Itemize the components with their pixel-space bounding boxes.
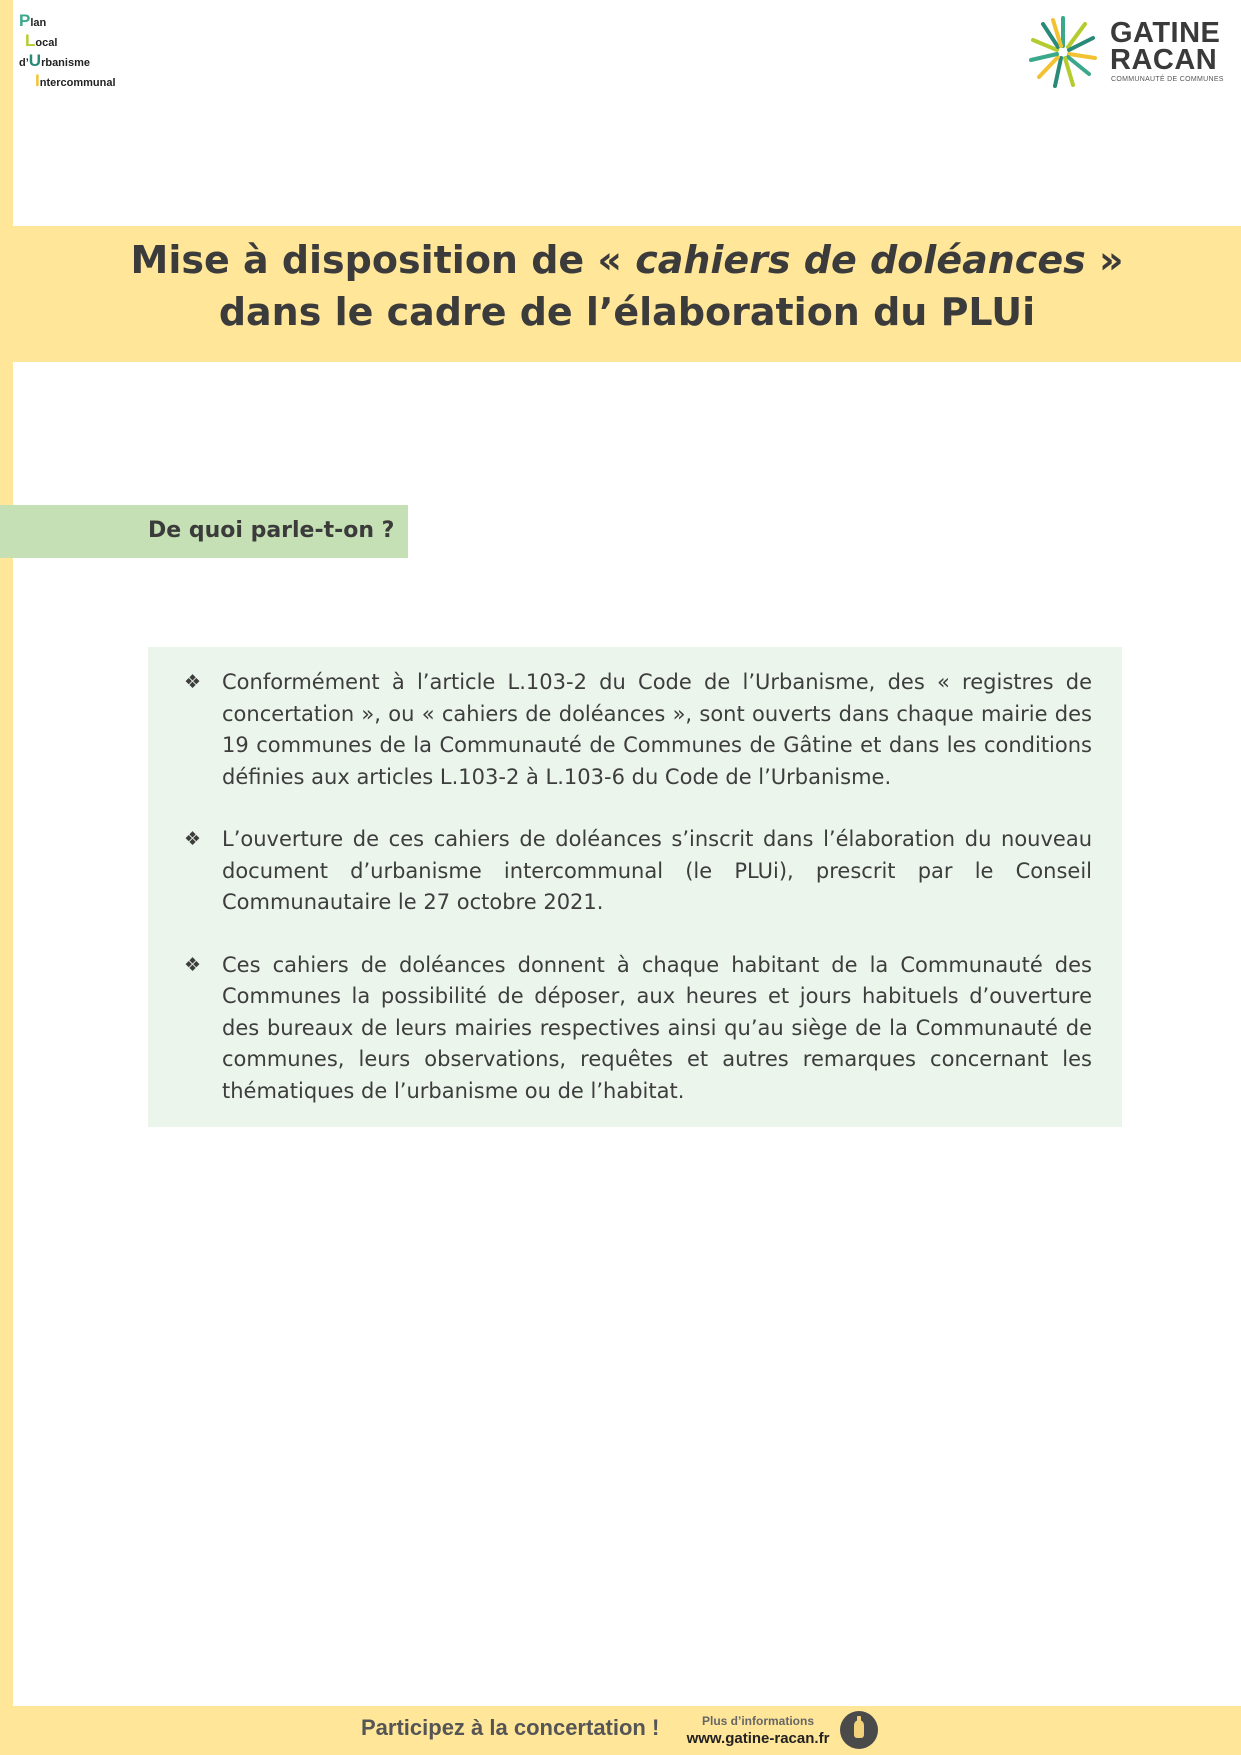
left-accent-stripe — [0, 0, 13, 1755]
bullet-diamond-icon: ❖ — [184, 828, 202, 850]
bullet-list — [184, 667, 1092, 1138]
plui-logo-row-plan: Plan — [19, 11, 47, 30]
footer-website-link[interactable]: www.gatine-racan.fr — [686, 1730, 830, 1747]
footer-info-label: Plus d’informations — [701, 1714, 814, 1728]
list-item: ❖ L’ouverture de ces cahiers de doléances s’inscrit dans l’élaboration du nouveau document d’urbanisme intercommunal (le PLUi), prescrit par le Conseil Communautaire le 27 octobre 2021. — [222, 824, 1092, 919]
section-tab — [0, 505, 408, 558]
bullet-diamond-icon: ❖ — [184, 953, 202, 976]
title-band — [13, 226, 1241, 362]
footer — [13, 1706, 1241, 1755]
footer-info — [673, 1714, 843, 1748]
starburst-icon — [1028, 14, 1098, 90]
list-item: ❖ Ces cahiers de doléances donnent à chaque habitant de la Communauté des Communes la possibilité de déposer, aux heures et jours habituels d’ouverture des bureaux de leurs mairies respectives ainsi qu’au siège de la Communauté de communes, leurs observations, requêtes et autres remarques concernant les thématiques de l’urbanisme ou de l’habitat. — [222, 950, 1092, 1108]
org-logo-subtitle: COMMUNAUTÉ DE COMMUNES — [1111, 76, 1224, 83]
plui-logo-row-intercommunal: Intercommunal — [35, 71, 116, 90]
page-title: Mise à disposition de « cahiers de doléances » dans le cadre de l’élaboration du PLUi — [130, 238, 1124, 334]
content-box — [148, 647, 1122, 1127]
org-logo-name: GATINE RACAN — [1110, 17, 1221, 76]
bullet-diamond-icon: ❖ — [184, 671, 202, 693]
plui-logo — [19, 12, 116, 92]
plui-logo-row-urbanisme: d’Urbanisme — [19, 51, 90, 70]
footer-cta: Participez à la concertation ! — [361, 1715, 660, 1740]
list-item: ❖ Conformément à l’article L.103-2 du Code de l’Urbanisme, des « registres de concertation », ou « cahiers de doléances », sont ouverts dans chaque mairie des 19 communes de la Communauté de Communes de Gâtine et dans les conditions définies aux articles L.103-2 à L.103-6 du Code de l’Urbanisme. — [222, 667, 1092, 793]
info-pin-icon — [840, 1711, 878, 1749]
plui-logo-row-local: Local — [25, 31, 58, 50]
gatine-racan-logo — [1028, 14, 1228, 94]
section-heading: De quoi parle-t-on ? — [148, 518, 395, 543]
